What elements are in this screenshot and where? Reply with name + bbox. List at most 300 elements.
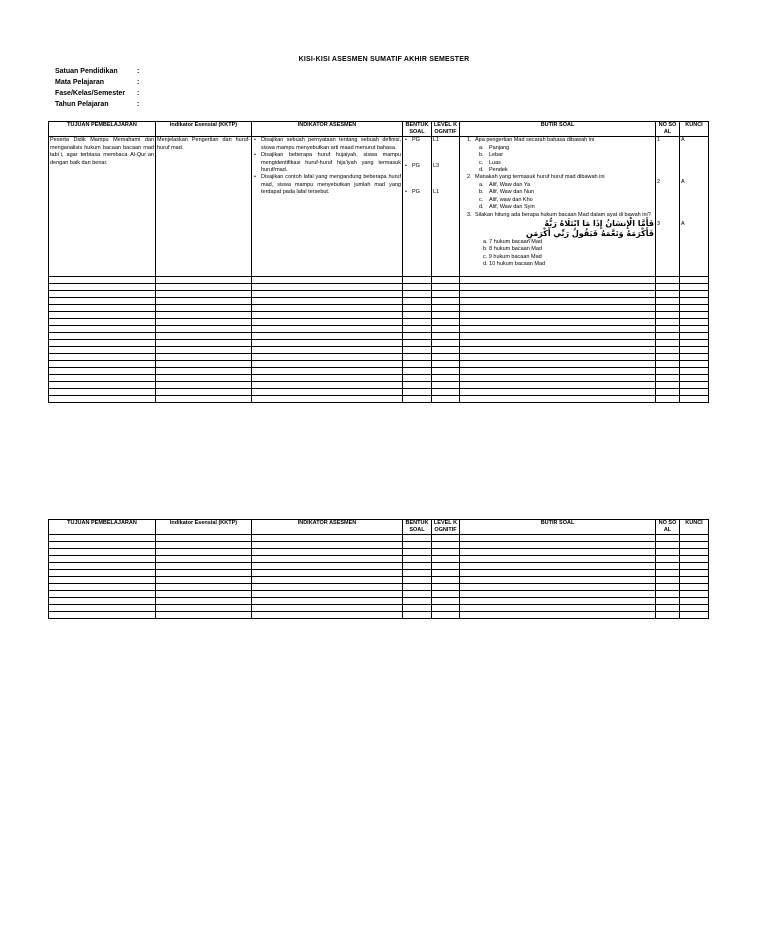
empty-cell <box>156 598 252 605</box>
header-row <box>49 122 709 137</box>
empty-cell <box>252 326 403 333</box>
empty-cell <box>656 570 680 577</box>
empty-cell <box>460 361 656 368</box>
empty-cell <box>680 361 709 368</box>
empty-cell <box>680 570 709 577</box>
empty-cell <box>432 542 460 549</box>
indikator-esensial-cell: Menjelaskan Pengertian dan huruf-huruf mad. <box>156 137 252 277</box>
empty-cell <box>49 563 156 570</box>
empty-cell <box>432 361 460 368</box>
empty-cell <box>403 347 432 354</box>
empty-cell <box>460 577 656 584</box>
empty-cell <box>432 284 460 291</box>
empty-cell <box>432 577 460 584</box>
empty-cell <box>403 354 432 361</box>
header-indikator-esensial: Indikator Esensial (KKTP) <box>156 520 252 535</box>
empty-cell <box>656 340 680 347</box>
level-kognitif-value: L1 <box>433 189 440 196</box>
document-title: KISI-KISI ASESMEN SUMATIF AKHIR SEMESTER <box>298 56 470 63</box>
empty-cell <box>432 612 460 619</box>
empty-cell <box>403 312 432 319</box>
empty-cell <box>156 277 252 284</box>
empty-cell <box>156 584 252 591</box>
empty-cell <box>656 612 680 619</box>
empty-cell <box>252 389 403 396</box>
empty-cell <box>49 305 156 312</box>
empty-table-row <box>49 305 709 312</box>
empty-cell <box>252 556 403 563</box>
empty-cell <box>432 549 460 556</box>
empty-table-row <box>49 361 709 368</box>
empty-cell <box>252 340 403 347</box>
option: c. 9 hukum bacaan Mad <box>483 253 542 260</box>
empty-cell <box>156 361 252 368</box>
empty-cell <box>156 284 252 291</box>
empty-cell <box>403 298 432 305</box>
empty-cell <box>252 333 403 340</box>
empty-cell <box>680 312 709 319</box>
question-1: 1. Apa pengertian Mad secarah bahasa dibawah ini <box>467 137 595 144</box>
empty-cell <box>156 326 252 333</box>
empty-cell <box>252 284 403 291</box>
empty-table-row <box>49 549 709 556</box>
no-soal-value: 1 <box>657 137 661 144</box>
meta-label: Satuan Pendidikan <box>55 68 118 75</box>
empty-cell <box>432 389 460 396</box>
empty-cell <box>49 347 156 354</box>
empty-cell <box>432 598 460 605</box>
empty-cell <box>156 605 252 612</box>
empty-cell <box>49 291 156 298</box>
empty-cell <box>460 284 656 291</box>
empty-cell <box>680 396 709 403</box>
empty-cell <box>680 577 709 584</box>
empty-cell <box>252 291 403 298</box>
empty-table-row <box>49 277 709 284</box>
empty-cell <box>432 340 460 347</box>
empty-cell <box>656 382 680 389</box>
empty-cell <box>460 605 656 612</box>
empty-cell <box>432 584 460 591</box>
empty-cell <box>49 333 156 340</box>
empty-cell <box>403 598 432 605</box>
empty-cell <box>252 354 403 361</box>
empty-cell <box>460 612 656 619</box>
empty-cell <box>680 556 709 563</box>
empty-cell <box>49 570 156 577</box>
question-text: Silakan hitung ada berapa hukum bacaan Mad dalam ayat di bawah ini? <box>475 211 651 218</box>
empty-cell <box>403 319 432 326</box>
empty-cell <box>252 382 403 389</box>
bentuk-soal-value: • PG <box>404 137 430 163</box>
empty-cell <box>656 389 680 396</box>
empty-cell <box>156 340 252 347</box>
empty-cell <box>403 556 432 563</box>
empty-cell <box>49 389 156 396</box>
empty-cell <box>656 312 680 319</box>
empty-table-row <box>49 291 709 298</box>
header-no-soal: NO SOAL <box>656 122 680 137</box>
empty-cell <box>432 570 460 577</box>
empty-cell <box>432 333 460 340</box>
meta-row-satuan: Satuan Pendidikan : <box>55 68 140 75</box>
empty-table-row <box>49 312 709 319</box>
empty-cell <box>460 563 656 570</box>
empty-cell <box>156 591 252 598</box>
empty-cell <box>49 396 156 403</box>
empty-cell <box>656 277 680 284</box>
indikator-asesmen-cell <box>252 137 403 277</box>
meta-row-fase: Fase/Kelas/Semester : <box>55 90 140 97</box>
header-tujuan: TUJUAN PEMBELAJARAN <box>49 520 156 535</box>
empty-cell <box>252 535 403 542</box>
empty-cell <box>656 305 680 312</box>
kisi-kisi-table-2 <box>48 519 709 619</box>
empty-cell <box>156 333 252 340</box>
empty-cell <box>460 319 656 326</box>
empty-cell <box>156 396 252 403</box>
empty-cell <box>656 326 680 333</box>
header-level-kognitif: LEVEL KOGNITIF <box>432 520 460 535</box>
empty-cell <box>49 312 156 319</box>
empty-cell <box>403 396 432 403</box>
empty-cell <box>680 326 709 333</box>
empty-cell <box>460 305 656 312</box>
empty-cell <box>252 542 403 549</box>
empty-cell <box>460 535 656 542</box>
empty-cell <box>403 291 432 298</box>
header-no-soal: NO SOAL <box>656 520 680 535</box>
empty-cell <box>680 542 709 549</box>
empty-table-row <box>49 605 709 612</box>
empty-cell <box>460 542 656 549</box>
empty-cell <box>403 605 432 612</box>
empty-cell <box>49 298 156 305</box>
empty-cell <box>656 333 680 340</box>
header-kunci: KUNCI <box>680 122 709 137</box>
empty-table-row <box>49 535 709 542</box>
empty-cell <box>432 326 460 333</box>
empty-cell <box>432 368 460 375</box>
tujuan-cell: Peserta Didik Mampu Memahami dan menganalisis hukum bacaan bacaan mad tabi`i, agar terbiasa membaca Al-Qur`an dengan baik dan benar. <box>49 137 156 277</box>
empty-table-row <box>49 347 709 354</box>
empty-cell <box>656 354 680 361</box>
option: a. Alif, Waw dan Ya <box>479 181 531 188</box>
empty-cell <box>680 333 709 340</box>
kisi-kisi-table-1 <box>48 121 709 403</box>
empty-cell <box>460 549 656 556</box>
empty-cell <box>156 556 252 563</box>
identity-block <box>55 66 145 110</box>
indikator-asesmen-item: • Disajikan beberapa huruf hujaiyah, siswa mampu mengidentifikasi huruf-huruf hija'iyah yang termasuk huruf/mad. <box>253 152 401 174</box>
content-row <box>49 137 709 277</box>
level-kognitif-value: L1 <box>433 137 440 144</box>
empty-cell <box>252 570 403 577</box>
empty-cell <box>460 584 656 591</box>
empty-cell <box>252 549 403 556</box>
empty-cell <box>403 612 432 619</box>
empty-cell <box>156 312 252 319</box>
empty-cell <box>252 577 403 584</box>
empty-table-row <box>49 389 709 396</box>
empty-cell <box>49 284 156 291</box>
empty-cell <box>680 298 709 305</box>
empty-cell <box>49 549 156 556</box>
empty-cell <box>49 598 156 605</box>
empty-table-row <box>49 563 709 570</box>
empty-table-row <box>49 333 709 340</box>
empty-cell <box>460 382 656 389</box>
question-2: 2. Manakah yang termasuk huruf huruf mad dibawah ini <box>467 174 605 181</box>
empty-cell <box>656 549 680 556</box>
empty-cell <box>656 284 680 291</box>
empty-cell <box>460 277 656 284</box>
empty-cell <box>656 605 680 612</box>
header-bentuk-soal: BENTUK SOAL <box>403 122 432 137</box>
bentuk-soal-value: • PG <box>404 163 430 189</box>
empty-cell <box>49 326 156 333</box>
header-butir-soal: BUTIR SOAL <box>460 520 656 535</box>
empty-cell <box>252 298 403 305</box>
indikator-asesmen-item: • Disajikan sebuah pernyataan tentang sebuah definisi, siswa mampu menyebutkan arti maad menurut bahasa. <box>253 137 401 152</box>
empty-cell <box>432 382 460 389</box>
empty-cell <box>680 305 709 312</box>
empty-cell <box>403 549 432 556</box>
empty-cell <box>432 556 460 563</box>
empty-cell <box>460 340 656 347</box>
empty-cell <box>252 277 403 284</box>
empty-cell <box>403 577 432 584</box>
empty-cell <box>432 375 460 382</box>
level-kognitif-cell <box>432 137 460 277</box>
question-3: 3. Silakan hitung ada berapa hukum bacaan Mad dalam ayat di bawah ini? <box>467 211 651 218</box>
no-soal-value: 3 <box>657 221 661 228</box>
empty-cell <box>680 368 709 375</box>
empty-cell <box>49 584 156 591</box>
empty-cell <box>656 347 680 354</box>
empty-cell <box>460 333 656 340</box>
empty-cell <box>680 347 709 354</box>
empty-cell <box>680 319 709 326</box>
empty-cell <box>252 319 403 326</box>
empty-cell <box>156 368 252 375</box>
empty-cell <box>460 291 656 298</box>
empty-cell <box>156 563 252 570</box>
empty-cell <box>156 535 252 542</box>
empty-cell <box>156 549 252 556</box>
empty-cell <box>156 382 252 389</box>
meta-label: Fase/Kelas/Semester <box>55 90 126 97</box>
empty-cell <box>432 305 460 312</box>
empty-cell <box>680 340 709 347</box>
empty-cell <box>680 563 709 570</box>
empty-cell <box>656 591 680 598</box>
empty-cell <box>403 277 432 284</box>
empty-cell <box>252 396 403 403</box>
empty-cell <box>656 368 680 375</box>
empty-cell <box>403 361 432 368</box>
empty-cell <box>432 319 460 326</box>
meta-label: Mata Pelajaran <box>55 79 105 86</box>
empty-cell <box>460 354 656 361</box>
butir-soal-cell <box>460 137 656 277</box>
empty-cell <box>680 389 709 396</box>
empty-cell <box>252 612 403 619</box>
empty-table-row <box>49 556 709 563</box>
empty-cell <box>252 312 403 319</box>
empty-table-row <box>49 354 709 361</box>
empty-cell <box>680 598 709 605</box>
option: c. Alif, waw dan Kho <box>479 196 533 203</box>
empty-cell <box>403 563 432 570</box>
indikator-asesmen-item: • Disajikan contoh lafal yang mengandung beberapa huruf mad, siswa mampu menyebutkan jumlah mad yang terdapat pada lafal tersebut. <box>253 174 401 196</box>
empty-cell <box>460 326 656 333</box>
empty-cell <box>432 591 460 598</box>
option: a. 7 hukum bacaan Mad <box>483 238 543 245</box>
empty-cell <box>656 542 680 549</box>
empty-cell <box>432 347 460 354</box>
empty-table-row <box>49 598 709 605</box>
empty-cell <box>252 305 403 312</box>
question-text: Manakah yang termasuk huruf huruf mad dibawah ini <box>475 174 605 181</box>
empty-table-row <box>49 612 709 619</box>
kunci-value: A <box>681 221 685 228</box>
empty-cell <box>156 291 252 298</box>
empty-cell <box>403 326 432 333</box>
option: c. Luas <box>479 159 501 166</box>
empty-cell <box>49 375 156 382</box>
empty-cell <box>680 605 709 612</box>
no-soal-cell <box>656 137 680 277</box>
empty-cell <box>680 277 709 284</box>
empty-cell <box>49 605 156 612</box>
empty-cell <box>656 563 680 570</box>
empty-table-row <box>49 591 709 598</box>
empty-cell <box>656 361 680 368</box>
option: a. Panjang <box>479 144 510 151</box>
empty-cell <box>156 542 252 549</box>
empty-cell <box>156 577 252 584</box>
empty-cell <box>156 570 252 577</box>
empty-cell <box>49 382 156 389</box>
empty-cell <box>656 319 680 326</box>
empty-cell <box>403 284 432 291</box>
empty-cell <box>252 347 403 354</box>
level-kognitif-value: L3 <box>433 163 440 170</box>
kunci-cell <box>680 137 709 277</box>
empty-cell <box>49 591 156 598</box>
empty-table-row <box>49 542 709 549</box>
empty-cell <box>460 312 656 319</box>
empty-cell <box>680 354 709 361</box>
empty-cell <box>49 368 156 375</box>
empty-cell <box>460 298 656 305</box>
empty-cell <box>49 535 156 542</box>
empty-cell <box>49 556 156 563</box>
empty-cell <box>252 368 403 375</box>
empty-cell <box>156 347 252 354</box>
empty-cell <box>432 277 460 284</box>
empty-cell <box>156 305 252 312</box>
empty-cell <box>156 375 252 382</box>
empty-cell <box>460 598 656 605</box>
empty-cell <box>403 591 432 598</box>
empty-table-row <box>49 382 709 389</box>
empty-cell <box>432 396 460 403</box>
no-soal-value: 2 <box>657 179 661 186</box>
empty-cell <box>49 277 156 284</box>
question-text: Apa pengertian Mad secarah bahasa dibawah ini <box>475 137 595 144</box>
empty-table-row <box>49 570 709 577</box>
empty-cell <box>252 591 403 598</box>
empty-cell <box>403 535 432 542</box>
empty-table-row <box>49 298 709 305</box>
empty-cell <box>403 584 432 591</box>
empty-cell <box>403 542 432 549</box>
empty-table-row <box>49 584 709 591</box>
empty-cell <box>680 284 709 291</box>
empty-cell <box>432 312 460 319</box>
header-kunci: KUNCI <box>680 520 709 535</box>
header-bentuk-soal: BENTUK SOAL <box>403 520 432 535</box>
header-level-kognitif: LEVEL KOGNITIF <box>432 122 460 137</box>
empty-cell <box>49 542 156 549</box>
empty-cell <box>252 584 403 591</box>
arabic-verse-line-1: فَأَمَّا الْإِنسَانُ إِذَا مَا ابْتَلَاهُ رَبُّهُ <box>544 218 654 228</box>
option: b. 8 hukum bacaan Mad <box>483 246 543 253</box>
empty-cell <box>680 291 709 298</box>
empty-cell <box>680 591 709 598</box>
empty-cell <box>252 598 403 605</box>
empty-cell <box>403 340 432 347</box>
empty-cell <box>460 375 656 382</box>
header-indikator-asesmen: INDIKATOR ASESMEN <box>252 520 403 535</box>
option: d. Pendek <box>479 166 508 173</box>
header-indikator-esensial: Indikator Esensial (KKTP) <box>156 122 252 137</box>
header-indikator-asesmen: INDIKATOR ASESMEN <box>252 122 403 137</box>
empty-cell <box>252 563 403 570</box>
empty-table-row <box>49 319 709 326</box>
empty-cell <box>460 347 656 354</box>
empty-cell <box>156 354 252 361</box>
empty-cell <box>656 375 680 382</box>
empty-cell <box>680 549 709 556</box>
empty-cell <box>656 291 680 298</box>
empty-cell <box>49 612 156 619</box>
empty-cell <box>156 389 252 396</box>
empty-cell <box>432 535 460 542</box>
empty-table-row <box>49 375 709 382</box>
empty-cell <box>680 535 709 542</box>
empty-cell <box>403 333 432 340</box>
empty-cell <box>403 305 432 312</box>
header-tujuan: TUJUAN PEMBELAJARAN <box>49 122 156 137</box>
empty-cell <box>432 605 460 612</box>
empty-cell <box>403 389 432 396</box>
empty-cell <box>156 612 252 619</box>
empty-cell <box>49 577 156 584</box>
empty-rows-1 <box>49 277 709 403</box>
empty-cell <box>460 556 656 563</box>
empty-table-row <box>49 396 709 403</box>
empty-cell <box>656 396 680 403</box>
empty-cell <box>460 368 656 375</box>
empty-cell <box>432 298 460 305</box>
meta-row-tahun: Tahun Pelajaran : <box>55 101 140 108</box>
empty-cell <box>252 361 403 368</box>
empty-cell <box>403 375 432 382</box>
header-row <box>49 520 709 535</box>
